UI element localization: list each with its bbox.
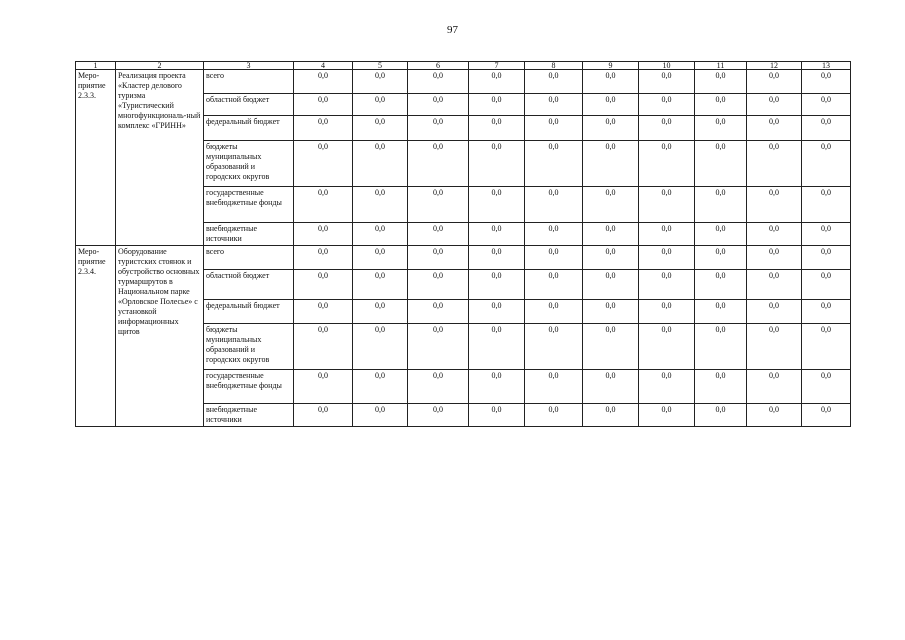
value-cell: 0,0 (747, 94, 802, 116)
value-cell: 0,0 (525, 300, 583, 324)
value-cell: 0,0 (639, 116, 695, 141)
value-cell: 0,0 (695, 223, 747, 246)
value-cell: 0,0 (802, 70, 851, 94)
value-cell: 0,0 (695, 116, 747, 141)
value-cell: 0,0 (747, 246, 802, 270)
value-cell: 0,0 (747, 187, 802, 223)
column-number-header (76, 62, 851, 70)
value-cell: 0,0 (408, 270, 469, 300)
activity-code: Меро- приятие 2.3.4. (76, 246, 116, 427)
value-cell: 0,0 (525, 70, 583, 94)
value-cell: 0,0 (469, 70, 525, 94)
funding-source: бюджеты муниципальных образований и городских округов (204, 141, 294, 187)
value-cell: 0,0 (583, 141, 639, 187)
value-cell: 0,0 (639, 70, 695, 94)
value-cell: 0,0 (525, 116, 583, 141)
value-cell: 0,0 (583, 94, 639, 116)
value-cell: 0,0 (583, 324, 639, 370)
value-cell: 0,0 (695, 300, 747, 324)
value-cell: 0,0 (583, 246, 639, 270)
value-cell: 0,0 (408, 223, 469, 246)
value-cell: 0,0 (294, 324, 353, 370)
column-header: 1 (76, 62, 116, 70)
funding-source: внебюджетные источники (204, 223, 294, 246)
funding-source: внебюджетные источники (204, 404, 294, 427)
value-cell: 0,0 (294, 116, 353, 141)
value-cell: 0,0 (639, 404, 695, 427)
value-cell: 0,0 (294, 187, 353, 223)
value-cell: 0,0 (747, 404, 802, 427)
value-cell: 0,0 (695, 70, 747, 94)
value-cell: 0,0 (583, 70, 639, 94)
value-cell: 0,0 (583, 300, 639, 324)
column-header: 13 (802, 62, 851, 70)
value-cell: 0,0 (408, 94, 469, 116)
value-cell: 0,0 (294, 94, 353, 116)
value-cell: 0,0 (294, 370, 353, 404)
funding-source: областной бюджет (204, 94, 294, 116)
value-cell: 0,0 (408, 187, 469, 223)
value-cell: 0,0 (294, 141, 353, 187)
value-cell: 0,0 (469, 94, 525, 116)
value-cell: 0,0 (695, 187, 747, 223)
table-row (76, 246, 851, 270)
column-header: 5 (353, 62, 408, 70)
value-cell: 0,0 (695, 404, 747, 427)
value-cell: 0,0 (469, 270, 525, 300)
value-cell: 0,0 (408, 370, 469, 404)
value-cell: 0,0 (802, 223, 851, 246)
activity-code: Меро- приятие 2.3.3. (76, 70, 116, 246)
value-cell: 0,0 (747, 223, 802, 246)
table-row (76, 70, 851, 94)
value-cell: 0,0 (525, 404, 583, 427)
value-cell: 0,0 (695, 246, 747, 270)
value-cell: 0,0 (525, 223, 583, 246)
funding-source: всего (204, 246, 294, 270)
column-header: 11 (695, 62, 747, 70)
value-cell: 0,0 (639, 223, 695, 246)
value-cell: 0,0 (469, 370, 525, 404)
value-cell: 0,0 (747, 324, 802, 370)
column-header: 7 (469, 62, 525, 70)
value-cell: 0,0 (408, 116, 469, 141)
value-cell: 0,0 (353, 116, 408, 141)
value-cell: 0,0 (525, 246, 583, 270)
value-cell: 0,0 (469, 324, 525, 370)
funding-source: федеральный бюджет (204, 116, 294, 141)
value-cell: 0,0 (525, 370, 583, 404)
value-cell: 0,0 (802, 404, 851, 427)
value-cell: 0,0 (583, 404, 639, 427)
value-cell: 0,0 (695, 270, 747, 300)
value-cell: 0,0 (802, 141, 851, 187)
funding-source: федеральный бюджет (204, 300, 294, 324)
value-cell: 0,0 (747, 370, 802, 404)
value-cell: 0,0 (639, 141, 695, 187)
value-cell: 0,0 (469, 223, 525, 246)
value-cell: 0,0 (639, 300, 695, 324)
value-cell: 0,0 (294, 270, 353, 300)
value-cell: 0,0 (802, 116, 851, 141)
value-cell: 0,0 (353, 141, 408, 187)
value-cell: 0,0 (802, 246, 851, 270)
funding-source: государственные внебюджетные фонды (204, 370, 294, 404)
value-cell: 0,0 (408, 300, 469, 324)
funding-source: государственные внебюджетные фонды (204, 187, 294, 223)
value-cell: 0,0 (408, 404, 469, 427)
value-cell: 0,0 (583, 223, 639, 246)
funding-source: бюджеты муниципальных образований и городских округов (204, 324, 294, 370)
value-cell: 0,0 (583, 116, 639, 141)
value-cell: 0,0 (747, 141, 802, 187)
value-cell: 0,0 (525, 187, 583, 223)
value-cell: 0,0 (408, 141, 469, 187)
column-header: 3 (204, 62, 294, 70)
value-cell: 0,0 (639, 187, 695, 223)
value-cell: 0,0 (294, 300, 353, 324)
value-cell: 0,0 (353, 300, 408, 324)
value-cell: 0,0 (747, 300, 802, 324)
value-cell: 0,0 (639, 370, 695, 404)
value-cell: 0,0 (639, 246, 695, 270)
activity-title: Реализация проекта «Кластер делового туризма «Туристический многофункциональ-ный комплекс «ГРИНН» (116, 70, 204, 246)
value-cell: 0,0 (802, 187, 851, 223)
column-header: 2 (116, 62, 204, 70)
funding-source: областной бюджет (204, 270, 294, 300)
value-cell: 0,0 (747, 70, 802, 94)
value-cell: 0,0 (583, 270, 639, 300)
value-cell: 0,0 (747, 270, 802, 300)
value-cell: 0,0 (353, 404, 408, 427)
value-cell: 0,0 (469, 404, 525, 427)
value-cell: 0,0 (525, 141, 583, 187)
value-cell: 0,0 (639, 270, 695, 300)
header-row (76, 62, 851, 70)
value-cell: 0,0 (639, 324, 695, 370)
value-cell: 0,0 (802, 94, 851, 116)
value-cell: 0,0 (695, 370, 747, 404)
value-cell: 0,0 (294, 404, 353, 427)
value-cell: 0,0 (525, 270, 583, 300)
value-cell: 0,0 (408, 70, 469, 94)
value-cell: 0,0 (469, 300, 525, 324)
value-cell: 0,0 (353, 223, 408, 246)
value-cell: 0,0 (747, 116, 802, 141)
value-cell: 0,0 (353, 270, 408, 300)
column-header: 12 (747, 62, 802, 70)
value-cell: 0,0 (294, 246, 353, 270)
value-cell: 0,0 (469, 141, 525, 187)
value-cell: 0,0 (353, 94, 408, 116)
activity-title: Оборудование туристских стоянок и обустройство основных турмаршрутов в Национальном парке «Орловское Полесье» с установкой информационных щитов (116, 246, 204, 427)
value-cell: 0,0 (583, 370, 639, 404)
column-header: 9 (583, 62, 639, 70)
column-header: 10 (639, 62, 695, 70)
value-cell: 0,0 (353, 370, 408, 404)
value-cell: 0,0 (695, 141, 747, 187)
page-number: 97 (447, 24, 458, 36)
value-cell: 0,0 (353, 324, 408, 370)
value-cell: 0,0 (408, 324, 469, 370)
value-cell: 0,0 (469, 246, 525, 270)
value-cell: 0,0 (353, 246, 408, 270)
value-cell: 0,0 (525, 94, 583, 116)
value-cell: 0,0 (695, 324, 747, 370)
budget-table (75, 61, 851, 427)
value-cell: 0,0 (294, 70, 353, 94)
value-cell: 0,0 (802, 270, 851, 300)
value-cell: 0,0 (525, 324, 583, 370)
column-header: 8 (525, 62, 583, 70)
value-cell: 0,0 (353, 70, 408, 94)
value-cell: 0,0 (469, 187, 525, 223)
value-cell: 0,0 (639, 94, 695, 116)
value-cell: 0,0 (353, 187, 408, 223)
value-cell: 0,0 (408, 246, 469, 270)
value-cell: 0,0 (802, 300, 851, 324)
column-header: 4 (294, 62, 353, 70)
value-cell: 0,0 (695, 94, 747, 116)
value-cell: 0,0 (802, 370, 851, 404)
table-body (76, 70, 851, 427)
value-cell: 0,0 (802, 324, 851, 370)
value-cell: 0,0 (294, 223, 353, 246)
funding-source: всего (204, 70, 294, 94)
value-cell: 0,0 (469, 116, 525, 141)
value-cell: 0,0 (583, 187, 639, 223)
column-header: 6 (408, 62, 469, 70)
